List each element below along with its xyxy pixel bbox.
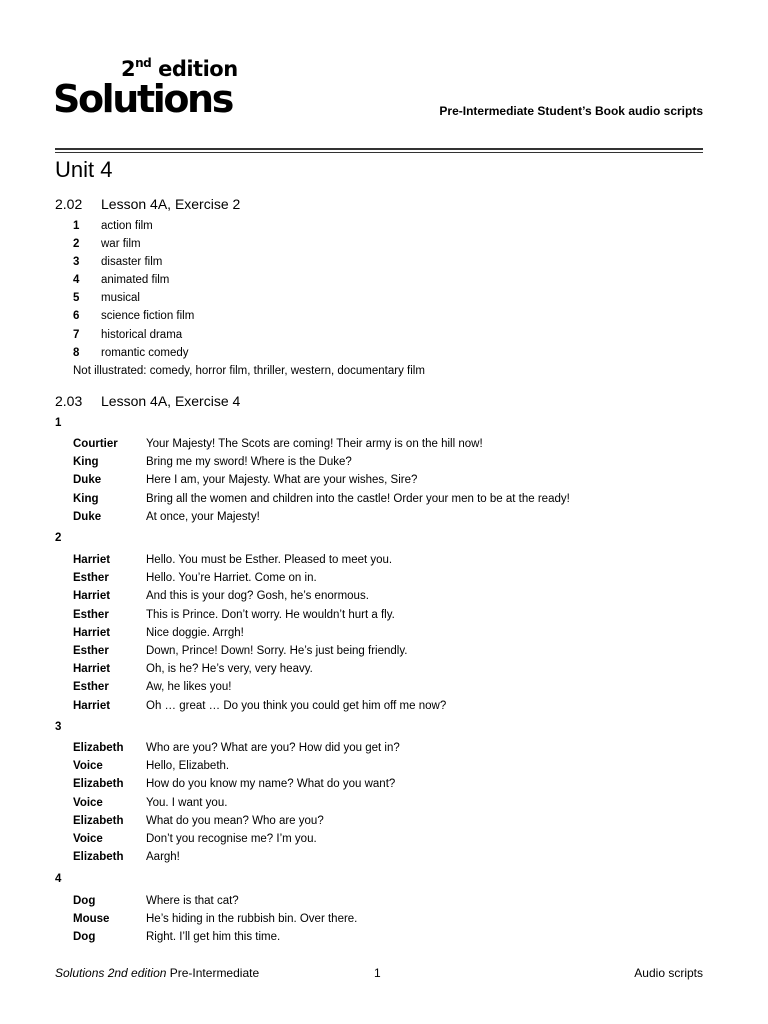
dialogue-line: Elizabeth How do you know my name? What do you want? xyxy=(73,778,396,791)
dialogue-scene-4 xyxy=(73,892,693,947)
header-subtitle: Pre-Intermediate Student’s Book audio scripts xyxy=(439,104,703,118)
section-heading-2-03 xyxy=(55,393,240,409)
header-divider-thin xyxy=(55,152,703,153)
dialogue-line: Harriet And this is your dog? Gosh, he’s enormous. xyxy=(73,590,369,603)
dialogue-line: Elizabeth Aargh! xyxy=(73,851,180,864)
scene-number: 3 xyxy=(55,721,62,733)
list-item: 4 animated film xyxy=(73,274,170,287)
dialogue-line: King Bring me my sword! Where is the Duke? xyxy=(73,456,352,469)
dialogue-scene-3 xyxy=(73,739,693,866)
dialogue-line: Harriet Oh, is he? He’s very, very heavy. xyxy=(73,663,313,676)
list-item: 5 musical xyxy=(73,292,140,305)
dialogue-line: Duke Here I am, your Majesty. What are your wishes, Sire? xyxy=(73,474,418,487)
section-heading-2-02 xyxy=(55,196,240,212)
solutions-logo xyxy=(55,56,255,120)
dialogue-line: Harriet Oh … great … Do you think you could get him off me now? xyxy=(73,699,447,712)
dialogue-line: Elizabeth What do you mean? Who are you? xyxy=(73,814,324,827)
dialogue-line: Esther This is Prince. Don’t worry. He wouldn’t hurt a fly. xyxy=(73,608,395,621)
unit-title: Unit 4 xyxy=(55,157,113,182)
dialogue-line: Voice Don’t you recognise me? I’m you. xyxy=(73,832,317,845)
dialogue-line: Mouse He’s hiding in the rubbish bin. Over there. xyxy=(73,913,358,926)
list-item: 2 war film xyxy=(73,238,141,251)
dialogue-line: Courtier Your Majesty! The Scots are coming! Their army is on the hill now! xyxy=(73,438,483,450)
dialogue-line: Voice You. I want you. xyxy=(73,796,228,809)
list-item: 7 historical drama xyxy=(73,328,183,341)
dialogue-line: Harriet Hello. You must be Esther. Pleased to meet you. xyxy=(73,554,393,566)
dialogue-line: Duke At once, your Majesty! xyxy=(73,510,260,523)
dialogue-line: Dog Right. I’ll get him this time. xyxy=(73,931,281,944)
section-title: Lesson 4A, Exercise 4 xyxy=(101,393,241,409)
list-item: 8 romantic comedy xyxy=(73,346,189,359)
dialogue-line: King Bring all the women and children into the castle! Order your men to be at the ready! xyxy=(73,492,570,505)
footer-section-label: Audio scripts xyxy=(634,966,703,980)
dialogue-line: Esther Aw, he likes you! xyxy=(73,681,232,694)
not-illustrated-note: Not illustrated: comedy, horror film, thriller, western, documentary film xyxy=(73,365,425,377)
dialogue-line: Harriet Nice doggie. Arrgh! xyxy=(73,626,244,639)
list-item: 3 disaster film xyxy=(73,256,163,269)
logo-title: Solutions xyxy=(53,77,232,121)
dialogue-line: Voice Hello, Elizabeth. xyxy=(73,760,230,773)
scene-number: 4 xyxy=(55,873,62,885)
dialogue-line: Esther Down, Prince! Down! Sorry. He’s just being friendly. xyxy=(73,644,408,657)
section-code: 2.03 xyxy=(55,393,83,409)
footer-page-number: 1 xyxy=(374,966,381,980)
list-item: 6 science fiction film xyxy=(73,310,195,323)
list-item: 1 action film xyxy=(73,220,153,232)
scene-number: 2 xyxy=(55,532,62,544)
footer-book-title: Solutions 2nd edition Pre-Intermediate xyxy=(55,966,260,980)
dialogue-line: Esther Hello. You’re Harriet. Come on in. xyxy=(73,572,317,585)
scene-number: 1 xyxy=(55,417,62,429)
dialogue-scene-2 xyxy=(73,551,693,715)
header-divider-thick xyxy=(55,148,703,150)
logo-edition: 2nd edition xyxy=(121,56,238,81)
dialogue-scene-1 xyxy=(73,435,693,526)
dialogue-line: Dog Where is that cat? xyxy=(73,895,239,907)
film-type-list xyxy=(73,217,673,362)
dialogue-line: Elizabeth Who are you? What are you? How did you get in? xyxy=(73,742,400,754)
section-title: Lesson 4A, Exercise 2 xyxy=(101,196,241,212)
section-code: 2.02 xyxy=(55,196,83,212)
